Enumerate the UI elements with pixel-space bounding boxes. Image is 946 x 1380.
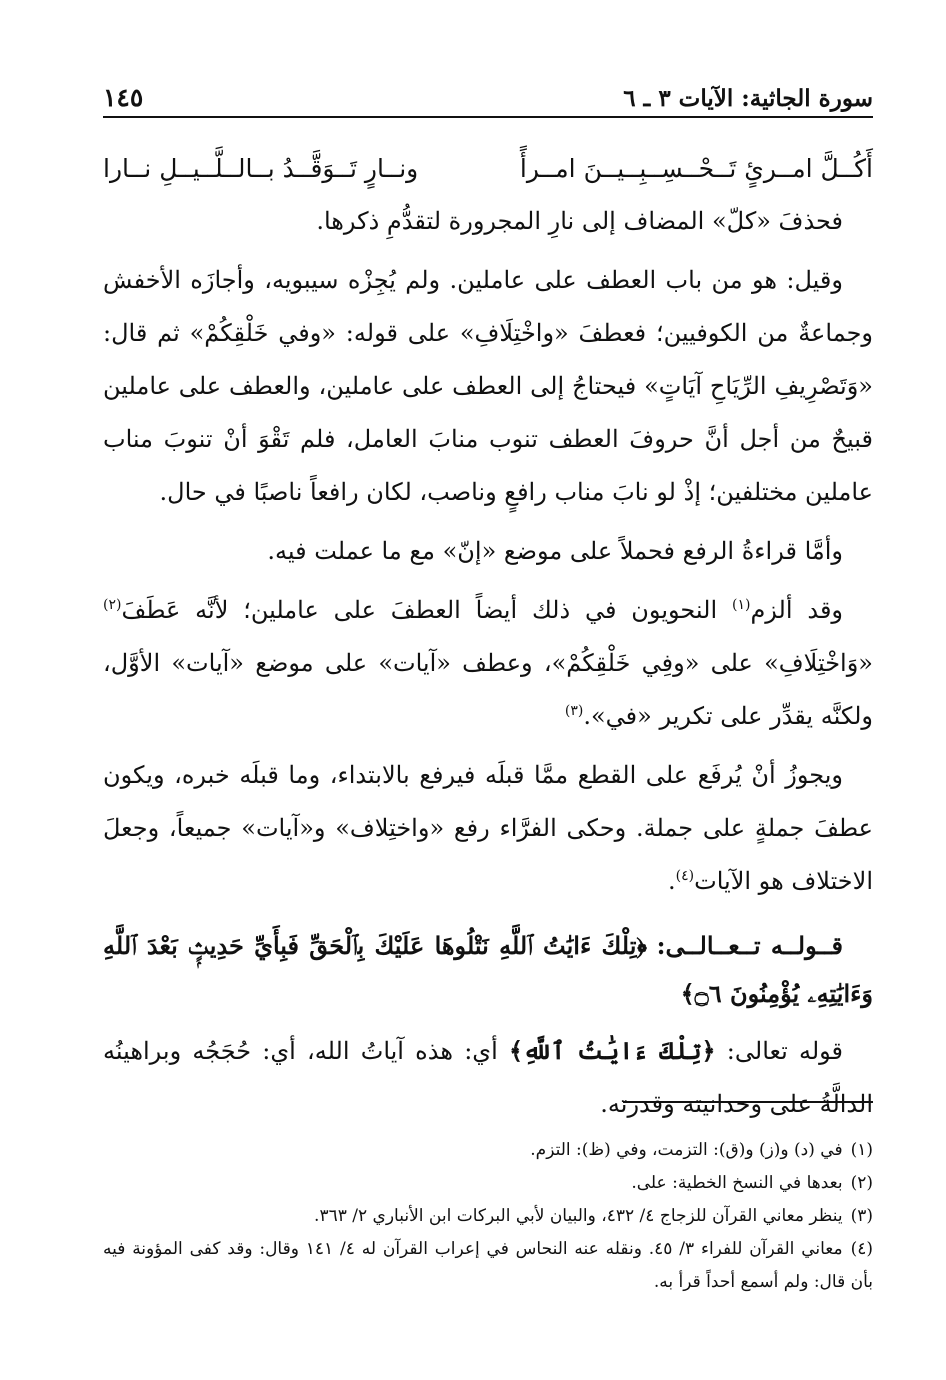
paragraph-2: وقيل: هو من باب العطف على عاملين. ولم يُجِزْه سيبويه، وأجازَه الأخفش وجماعةٌ من الكوفيين؛ فعطفَ «واخْتِلَافِ» على قوله: «وفي خَلْقِكُمْ» ثم قال: «وَتَصْرِيفِ الرِّيَاحِ آيَاتٍ» فيحتاجُ إلى العطف على عاملين، والعطف على عاملين قبيحٌ من أجل أنَّ حروفَ العطف تنوب منابَ العامل، فلم تَقْوَ أنْ تنوبَ مناب عاملين مختلفين؛ إذْ لو نابَ مناب رافعٍ وناصب، لكان رافعاً ناصبًا في حال.: [103, 266, 873, 506]
commentary-quote: ﴿تِلْكَ ءَايَٰتُ ٱللَّهِ﴾: [508, 1036, 716, 1065]
page-number: ١٤٥: [103, 83, 144, 112]
footnote-3: [103, 1200, 873, 1233]
footnote-ref-4: (٤): [675, 868, 695, 884]
paragraph-5-end: .: [668, 867, 676, 895]
main-text: [103, 142, 873, 1131]
footnote-4: [103, 1233, 873, 1299]
footnote-ref-1: (١): [731, 597, 751, 613]
footnotes: [103, 1134, 873, 1299]
footnote-divider: [623, 1101, 873, 1103]
quran-heading: [103, 922, 873, 1018]
running-title: سورة الجاثية: الآيات ٣ ـ ٦: [623, 85, 873, 112]
footnote-text: ينظر معاني القرآن للزجاج ٤/ ٤٣٢، والبيان لأبي البركات ابن الأنباري ٢/ ٣٦٣.: [314, 1206, 843, 1226]
paragraph-4-part-b: النحويون في ذلك أيضاً العطفَ على عاملين؛ لأنَّه عَطَفَ: [121, 596, 732, 624]
footnote-number: (٣): [850, 1206, 873, 1226]
commentary-intro: قوله تعالى:: [715, 1037, 844, 1065]
commentary-rest: أي: هذه آياتُ الله، أي: حُجَجُه وبراهينُه الدالَّةُ على وحدانيته وقدرته.: [103, 1037, 873, 1118]
paragraph-4-part-a: وقد ألزم: [750, 596, 844, 624]
footnote-number: (٢): [850, 1173, 873, 1193]
footnote-number: (١): [850, 1140, 873, 1160]
footnote-text: في (د) و(ز) و(ق): التزمت، وفي (ظ): التزم.: [530, 1140, 843, 1160]
footnote-2: [103, 1167, 873, 1200]
running-head: [103, 72, 873, 118]
paragraph-5: [103, 749, 873, 908]
verse-left-hemistich: ونــارٍ تَــوَقَّــدُ بــالــلَّــيــلِ نــارا: [103, 154, 419, 183]
footnote-text: بعدها في النسخ الخطية: على.: [631, 1173, 843, 1193]
footnote-ref-3: (٣): [564, 703, 584, 719]
paragraph-4: [103, 584, 873, 743]
paragraph-1: فحذفَ «كلّ» المضاف إلى نارِ المجرورة لتقدُّمِ ذكرها.: [316, 207, 843, 235]
paragraph-3: وأمَّا قراءةُ الرفع فحملاً على موضع «إنّ» مع ما عملت فيه.: [267, 537, 843, 565]
footnote-text: معاني القرآن للفراء ٣/ ٤٥. ونقله عنه النحاس في إعراب القرآن له ٤/ ١٤١ وقال: وقد كفى المؤونة فيه بأن قال: ولم أسمع أحداً قرأ به.: [103, 1239, 873, 1292]
quran-heading-label: قــولــه تــعــالــى:: [656, 931, 843, 960]
footnote-number: (٤): [850, 1239, 873, 1259]
footnote-ref-2: (٢): [103, 597, 122, 613]
paragraph-5-text: ويجوزُ أنْ يُرفَع على القطع ممَّا قبلَه فيرفع بالابتداء، وما قبلَه خبره، ويكون عطفَ جملةٍ على جملة. وحكى الفرَّاء رفع «واختِلاف» و«آيات» جميعاً، وجعلَ الاختلاف هو الآيات: [103, 761, 873, 895]
commentary-paragraph: [103, 1024, 873, 1131]
footnote-1: [103, 1134, 873, 1167]
poetry-verse: [103, 142, 873, 195]
verse-right-hemistich: أَكُــلَّ امــرئٍ تَــحْــسِــبِــيــنَ امــرأً: [519, 154, 873, 183]
paragraph-4-part-c: «وَاخْتِلَافِ» على «وفِي خَلْقِكُمْ»، وعطف «آيات» على موضع «آيات» الأوَّل، ولكنَّه يقدِّر على تكرير «في».: [103, 649, 873, 730]
quran-verse: ﴿تِلْكَ ءَايَٰتُ ٱللَّهِ نَتْلُوهَا عَلَيْكَ بِٱلْحَقِّ فَبِأَيِّ حَدِيثٍۭ بَعْدَ ٱللَّهِ وَءَايَٰتِهِۦ يُؤْمِنُونَ ۝٦﴾: [103, 931, 873, 1008]
